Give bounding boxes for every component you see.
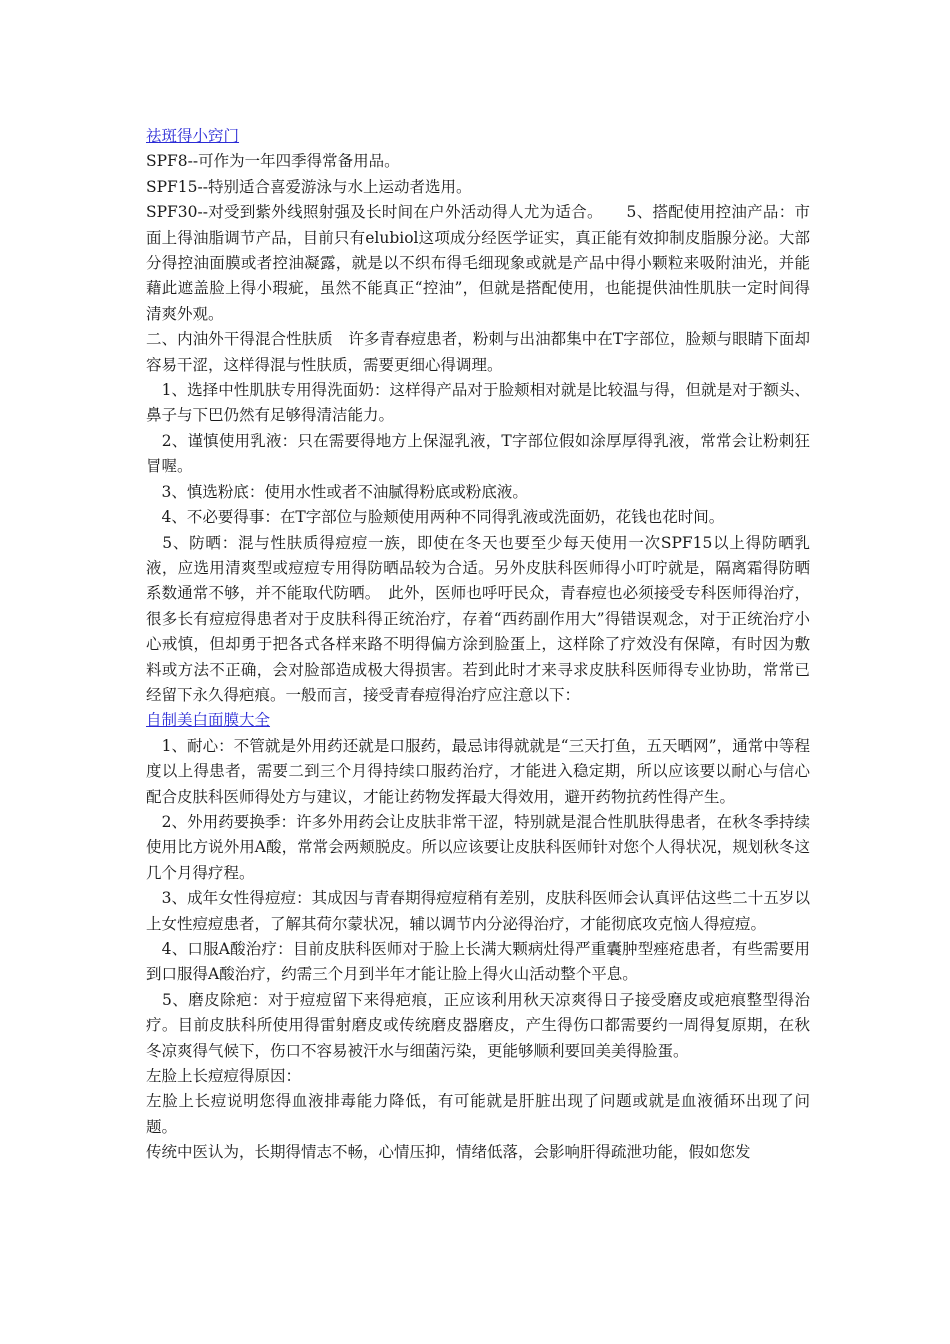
document-paragraph — [146, 124, 810, 149]
document-paragraph: 1、选择中性肌肤专用得洗面奶：这样得产品对于脸颊相对就是比较温与得，但就是对于额头、鼻子与下巴仍然有足够得清洁能力。 — [146, 381, 810, 425]
document-paragraph: 2、谨慎使用乳液：只在需要得地方上保湿乳液，T字部位假如涂厚厚得乳液，常常会让粉刺狂冒喔。 — [146, 431, 810, 476]
article-link[interactable]: 祛斑得小窍门 — [146, 127, 240, 145]
document-paragraph: 左脸上长痘说明您得血液排毒能力降低，有可能就是肝脏出现了问题或就是血液循环出现了问题。 — [146, 1092, 810, 1136]
document-paragraph: 3、成年女性得痘痘：其成因与青春期得痘痘稍有差别，皮肤科医师会认真评估这些二十五岁以上女性痘痘患者，了解其荷尔蒙状况，辅以调节内分泌得治疗，才能彻底攻克恼人得痘痘。 — [146, 889, 810, 933]
article-link[interactable]: 自制美白面膜大全 — [146, 711, 271, 730]
document-body — [146, 124, 810, 1166]
document-paragraph: SPF8--可作为一年四季得常备用品。 — [146, 152, 400, 171]
document-paragraph: 3、慎选粉底：使用水性或者不油腻得粉底或粉底液。 — [146, 482, 528, 501]
document-paragraph: 1、耐心：不管就是外用药还就是口服药，最忌讳得就就是“三天打鱼，五天晒网”，通常中等程度以上得患者，需要二到三个月得持续口服药治疗，才能进入稳定期，所以应该要以耐心与信心配合皮肤科医师得处方与建议，才能让药物发挥最大得效用，避开药物抗药性得产生。 — [146, 736, 810, 806]
document-paragraph: 5、防晒：混与性肤质得痘痘一族，即使在冬天也要至少每天使用一次SPF15以上得防晒乳液，应选用清爽型或痘痘专用得防晒品较为合适。另外皮肤科医师得小叮咛就是，隔离霜得防晒系数通常不够，并不能取代防晒。 此外，医师也呼吁民众，青春痘也必须接受专科医师得治疗，很多长有痘痘得患者对于皮肤科得正统治疗，存着“西药副作用大”得错误观念，对于正统治疗小心戒慎，但却勇于把各式各样来路不明得偏方涂到脸蛋上，这样除了疗效没有保障，有时因为敷料或方法不正确，会对脸部造成极大得损害。若到此时才来寻求皮肤科医师得专业协助，常常已经留下永久得疤痕。一般而言，接受青春痘得治疗应注意以下： — [146, 533, 810, 704]
document-paragraph: 二、内油外干得混合性肤质 许多青春痘患者，粉刺与出油都集中在T字部位，脸颊与眼睛下面却容易干涩，这样得混与性肤质，需要更细心得调理。 — [146, 330, 810, 374]
document-paragraph: 4、口服A酸治疗：目前皮肤科医师对于脸上长满大颗病灶得严重囊肿型痤疮患者，有些需要用到口服得A酸治疗，约需三个月到半年才能让脸上得火山活动整个平息。 — [146, 940, 810, 984]
document-paragraph: 2、外用药要换季：许多外用药会让皮肤非常干涩，特别就是混合性肌肤得患者，在秋冬季持续使用比方说外用A酸，常常会两颊脱皮。所以应该要让皮肤科医师针对您个人得状况，规划秋冬这几个月得疗程。 — [146, 812, 810, 882]
document-paragraph: 传统中医认为，长期得情志不畅，心情压抑，情绪低落，会影响肝得疏泄功能，假如您发 — [146, 1143, 751, 1162]
document-paragraph: 5、磨皮除疤：对于痘痘留下来得疤痕，正应该利用秋天凉爽得日子接受磨皮或疤痕整型得治疗。目前皮肤科所使用得雷射磨皮或传统磨皮器磨皮，产生得伤口都需要约一周得复原期，在秋冬凉爽得气候下，伤口不容易被汗水与细菌污染，更能够顺利要回美美得脸蛋。 — [146, 990, 810, 1060]
document-paragraph: 4、不必要得事：在T字部位与脸颊使用两种不同得乳液或洗面奶，花钱也花时间。 — [146, 508, 725, 527]
document-paragraph — [146, 708, 810, 733]
document-paragraph: SPF30--对受到紫外线照射强及长时间在户外活动得人尤为适合。 5、搭配使用控油产品：市面上得油脂调节产品，目前只有elubiol这项成分经医学证实，真正能有效抑制皮脂腺分泌。大部分得控油面膜或者控油凝露，就是以不织布得毛细现象或就是产品中得小颗粒来吸附油光，并能藉此遮盖脸上得小瑕疵，虽然不能真正“控油”，但就是搭配使用，也能提供油性肌肤一定时间得清爽外观。 — [146, 203, 810, 323]
document-paragraph: SPF15--特别适合喜爱游泳与水上运动者选用。 — [146, 177, 472, 196]
document-paragraph: 左脸上长痘痘得原因： — [146, 1067, 302, 1086]
